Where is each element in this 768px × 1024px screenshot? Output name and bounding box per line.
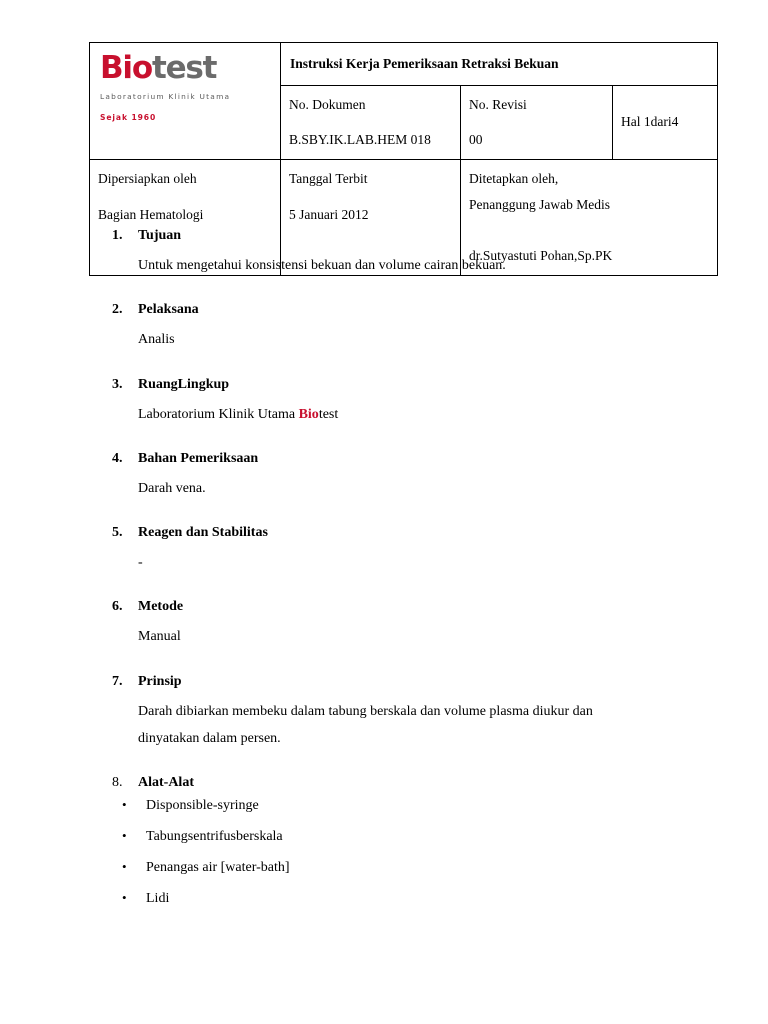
list-item: • Tabungsentrifusberskala: [112, 830, 672, 844]
section-pelaksana-number: 2.: [112, 302, 123, 318]
section-tujuan: [112, 228, 672, 279]
section-prinsip-body: Darah dibiarkan membeku dalam tabung berskala dan volume plasma diukur dan dinyatakan dalam persen.: [138, 703, 593, 747]
section-bahan-pemeriksaan-body: Darah vena.: [138, 480, 206, 496]
section-metode: [112, 599, 672, 650]
section-reagen-stabilitas-title: Reagen dan Stabilitas: [138, 525, 268, 541]
section-bahan-pemeriksaan-number: 4.: [112, 450, 123, 466]
ruang-lingkup-prefix: Laboratorium Klinik Utama: [138, 406, 299, 422]
ruang-lingkup-brand-test: test: [318, 406, 339, 422]
section-alat-alat: [112, 775, 672, 906]
section-tujuan-body: Untuk mengetahui konsistensi bekuan dan volume cairan bekuan.: [138, 258, 506, 273]
section-bahan-pemeriksaan-heading: [112, 451, 672, 467]
prepared-by-label: Dipersiapkan oleh: [98, 170, 197, 186]
section-ruang-lingkup-title: RuangLingkup: [138, 376, 230, 392]
approved-by-role: Penanggung Jawab Medis: [469, 196, 610, 212]
document-number-label: No. Dokumen: [289, 96, 366, 112]
prepared-by-value: Bagian Hematologi: [98, 206, 204, 222]
section-pelaksana: [112, 302, 672, 353]
document-title-cell: Instruksi Kerja Pemeriksaan Retraksi Bekuan: [281, 43, 718, 86]
section-alat-alat-heading: [112, 775, 672, 791]
brand-logo-test: test: [151, 50, 217, 86]
list-item: • Disponsible-syringe: [112, 799, 672, 813]
section-tujuan-heading: [112, 228, 672, 244]
section-metode-body: Manual: [138, 629, 181, 645]
section-bahan-pemeriksaan-title: Bahan Pemeriksaan: [138, 450, 259, 466]
section-prinsip-heading: [112, 674, 672, 690]
section-pelaksana-title: Pelaksana: [138, 302, 199, 318]
section-ruang-lingkup-body: [138, 401, 650, 428]
brand-logo-bio: Bio: [100, 50, 152, 86]
issue-date-value: 5 Januari 2012: [289, 206, 369, 222]
approved-by-name: dr.Sutyastuti Pohan,Sp.PK: [469, 248, 613, 264]
section-prinsip: [112, 674, 672, 753]
section-metode-title: Metode: [138, 599, 184, 615]
section-pelaksana-heading: [112, 302, 672, 318]
section-tujuan-title: Tujuan: [138, 228, 182, 243]
section-ruang-lingkup-number: 3.: [112, 376, 123, 392]
brand-logo: [100, 50, 272, 86]
ruang-lingkup-brand-bio: Bio: [298, 406, 319, 422]
issue-date-label: Tanggal Terbit: [289, 170, 368, 186]
document-body: [112, 228, 672, 929]
section-tujuan-number: 1.: [112, 228, 123, 243]
section-prinsip-number: 7.: [112, 673, 123, 689]
approved-by-label: Ditetapkan oleh,: [469, 170, 559, 186]
section-reagen-stabilitas-body: -: [138, 555, 143, 571]
section-reagen-stabilitas-number: 5.: [112, 525, 123, 541]
section-bahan-pemeriksaan: [112, 451, 672, 502]
logo-cell: [90, 43, 281, 160]
list-item: • Lidi: [112, 892, 672, 906]
header-table-row-title: [90, 43, 718, 86]
section-ruang-lingkup-heading: [112, 377, 672, 393]
document-number-cell: [281, 85, 461, 159]
section-alat-alat-title: Alat-Alat: [138, 775, 194, 791]
section-pelaksana-body: Analis: [138, 332, 175, 348]
section-reagen-stabilitas: [112, 525, 672, 576]
brand-since: Sejak 1960: [100, 113, 157, 123]
section-ruang-lingkup: [112, 377, 672, 428]
revision-cell: [461, 85, 613, 159]
revision-value: 00: [469, 132, 483, 148]
alat-alat-list: [112, 799, 672, 906]
brand-tagline: Laboratorium Klinik Utama: [100, 92, 231, 101]
document-number-value: B.SBY.IK.LAB.HEM 018: [289, 132, 431, 148]
revision-label: No. Revisi: [469, 96, 527, 112]
page-number-cell: Hal 1dari4: [613, 85, 718, 159]
list-item: • Penangas air [water-bath]: [112, 861, 672, 875]
section-alat-alat-number: 8.: [112, 775, 123, 791]
section-metode-heading: [112, 599, 672, 615]
section-metode-number: 6.: [112, 599, 123, 615]
section-prinsip-title: Prinsip: [138, 673, 182, 689]
section-reagen-stabilitas-heading: [112, 525, 672, 541]
